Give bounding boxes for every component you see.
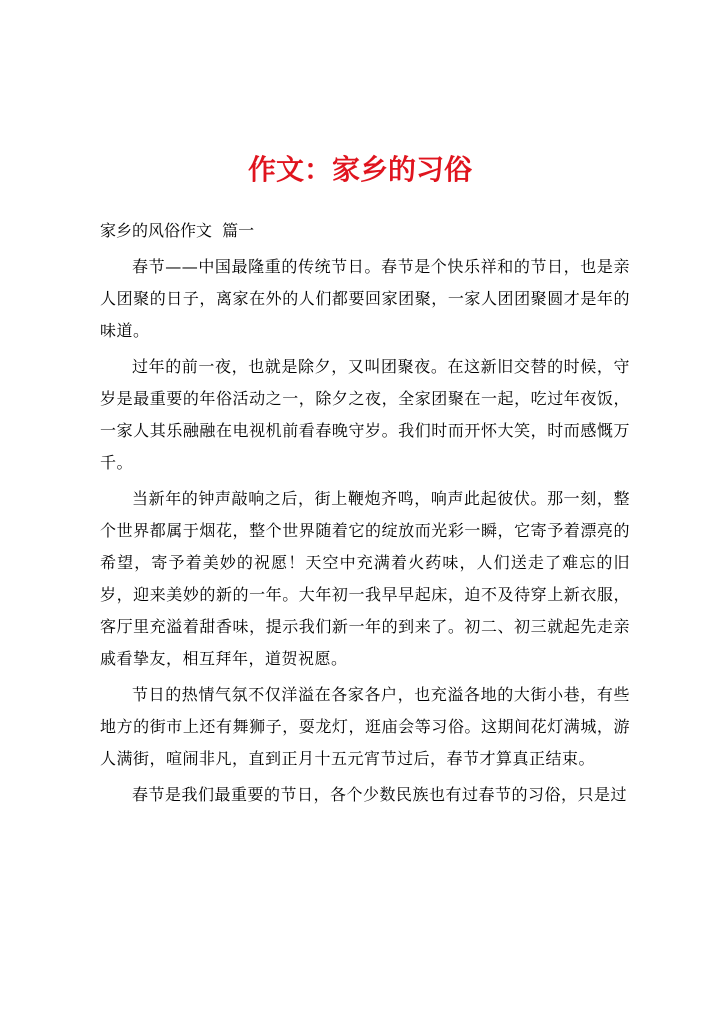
section-subtitle: 家乡的风俗作文 篇一 [100,221,255,240]
paragraph-2: 过年的前一夜，也就是除夕，又叫团聚夜。在这新旧交替的时候，守岁是最重要的年俗活动之一，除夕之夜，全家团聚在一起，吃过年夜饭，一家人其乐融融在电视机前看春晚守岁。我们时而开怀大笑，时而感慨万千。 [100,357,630,472]
page-title: 作文：家乡的习俗 [247,153,472,186]
document-body [100,215,630,811]
paragraph-3: 当新年的钟声敲响之后，街上鞭炮齐鸣，响声此起彼伏。那一刻，整个世界都属于烟花，整个世界随着它的绽放而光彩一瞬，它寄予着漂亮的希望，寄予着美妙的祝愿！天空中充满着火药味，人们送走了难忘的旧岁，迎来美妙的新的一年。大年初一我早早起床，迫不及待穿上新衣服，客厅里充溢着甜香味，提示我们新一年的到来了。初二、初三就起先走亲戚看挚友，相互拜年，道贺祝愿。 [100,489,630,668]
paragraph-4: 节日的热情气氛不仅洋溢在各家各户，也充溢各地的大街小巷，有些地方的街市上还有舞狮子，耍龙灯，逛庙会等习俗。这期间花灯满城，游人满街，喧闹非凡，直到正月十五元宵节过后，春节才算真正结束。 [100,685,630,768]
paragraph-5: 春节是我们最重要的节日，各个少数民族也有过春节的习俗，只是过 [132,785,628,804]
paragraph-1: 春节——中国最隆重的传统节日。春节是个快乐祥和的节日，也是亲人团聚的日子，离家在外的人们都要回家团聚，一家人团团聚圆才是年的味道。 [100,257,630,340]
